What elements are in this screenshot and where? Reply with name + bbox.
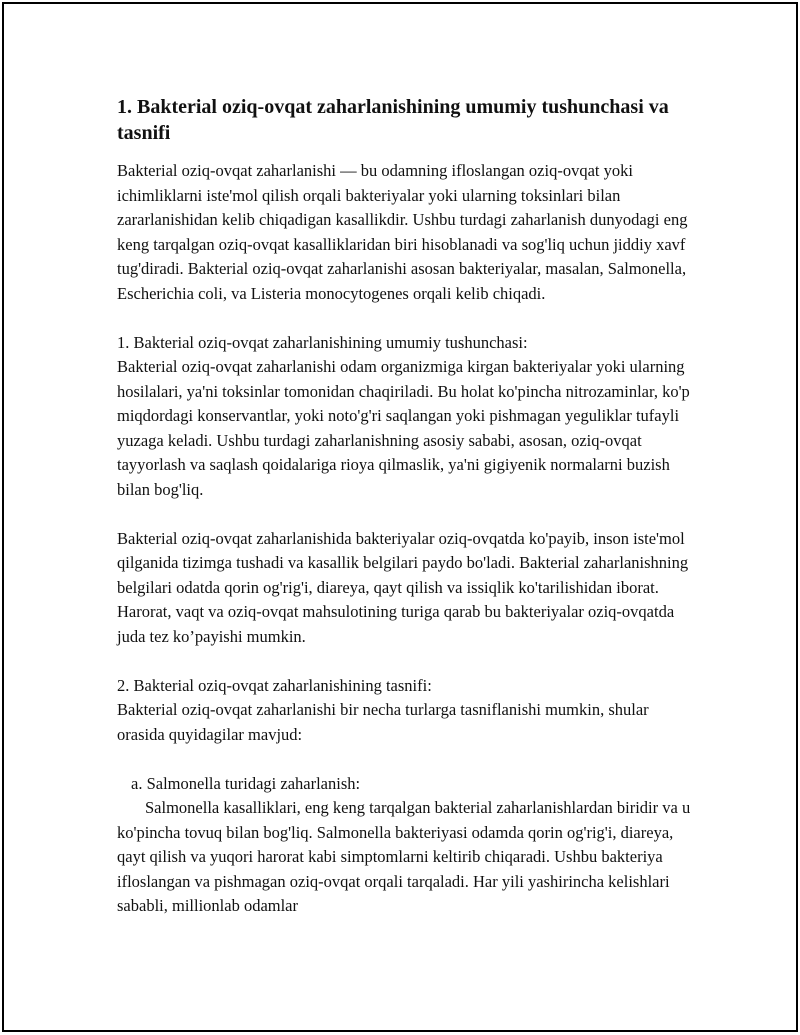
section2-paragraph: Bakterial oziq-ovqat zaharlanishi bir necha turlarga tasniflanishi mumkin, shular orasida quyidagilar mavjud: [117,700,649,744]
paragraph-gap [117,502,697,527]
subsection-a-paragraph: Salmonella kasalliklari, eng keng tarqalgan bakterial zaharlanishlardan biridir va u ko'pincha tovuq bilan bog'liq. Salmonella bakteriyasi odamda qorin og'rig'i, diareya, qayt qilish va yuqori harorat kabi simptomlarni keltirib chiqaradi. Ushbu bakteriya ifloslangan va pishmagan oziq-ovqat orqali tarqaladi. Har yili yashirincha kelishlari sababli, millionlab odamlar [117,798,691,915]
document-title: 1. Bakterial oziq-ovqat zaharlanishining umumiy tushunchasi va tasnifi [117,96,669,144]
document-body [117,159,697,919]
paragraph-gap [117,649,697,674]
intro-paragraph: Bakterial oziq-ovqat zaharlanishi — bu odamning ifloslangan oziq-ovqat yoki ichimliklarni iste'mol qilish orqali bakteriyalar yoki ularning toksinlari bilan zararlanishidan kelib chiqadigan kasallikdir. Ushbu turdagi zaharlanish dunyodagi eng keng tarqalgan oziq-ovqat kasalliklaridan biri hisoblanadi va sog'liq uchun jiddiy xavf tug'diradi. Bakterial oziq-ovqat zaharlanishi asosan bakteriyalar, masalan, Salmonella, Escherichia coli, va Listeria monocytogenes orqali kelib chiqadi. [117,161,688,303]
section2-heading: 2. Bakterial oziq-ovqat zaharlanishining tasnifi: [117,675,432,695]
paragraph-gap [117,747,697,772]
subsection-a-heading: a. Salmonella turidagi zaharlanish: [131,773,361,793]
section1-paragraph: Bakterial oziq-ovqat zaharlanishi odam organizmiga kirgan bakteriyalar yoki ularning hosilalari, ya'ni toksinlar tomonidan chaqiriladi. Bu holat ko'pincha nitrozaminlar, ko'p miqdordagi konservantlar, yoki noto'g'ri saqlangan yoki pishmagan yeguliklar tufayli yuzaga keladi. Ushbu turdagi zaharlanishning asosiy sababi, asosan, oziq-ovqat tayyorlash va saqlash qoidalariga rioya qilmaslik, ya'ni gigiyenik normalarni buzish bilan bog'liq. [117,357,690,499]
paragraph-gap [117,306,697,331]
section1-heading: 1. Bakterial oziq-ovqat zaharlanishining umumiy tushunchasi: [117,332,528,352]
document-content [117,94,697,919]
section1-paragraph-2: Bakterial oziq-ovqat zaharlanishida bakteriyalar oziq-ovqatda ko'payib, inson iste'mol qilganida tizimga tushadi va kasallik belgilari paydo bo'ladi. Bakterial zaharlanishning belgilari odatda qorin og'rig'i, diareya, qayt qilish va issiqlik ko'tarilishidan iborat. Harorat, vaqt va oziq-ovqat mahsulotining turiga qarab bu bakteriyalar oziq-ovqatda juda tez ko’payishi mumkin. [117,528,689,646]
